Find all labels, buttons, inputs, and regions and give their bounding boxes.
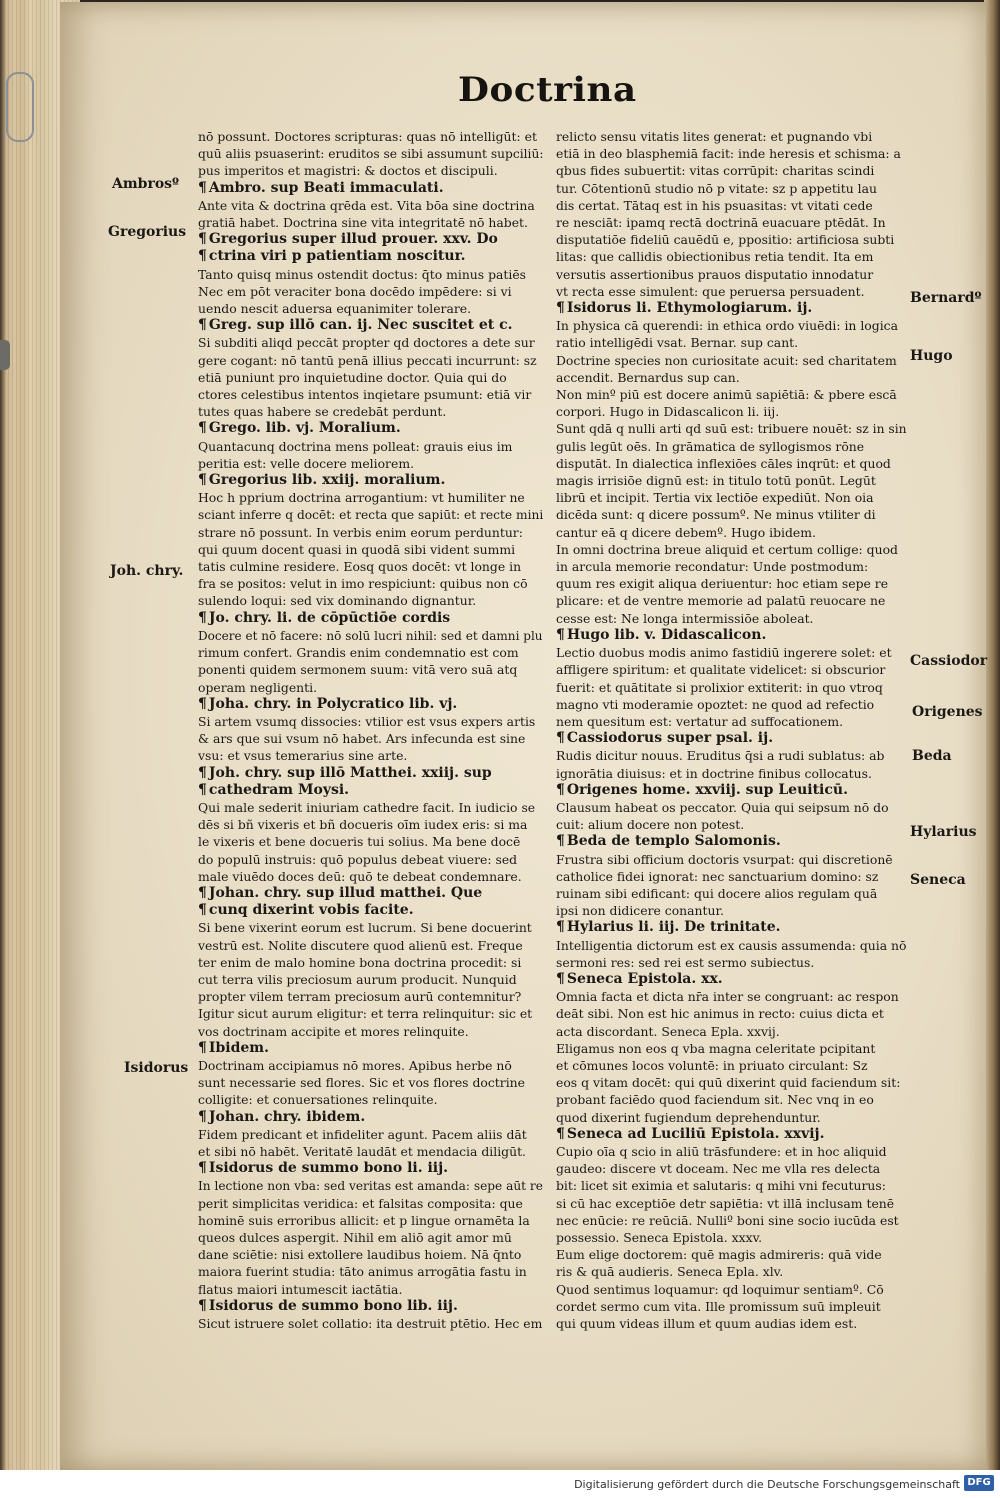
right-column-text-line: Non minº piū est docere animū sapiētiā: & pbere escā bbox=[556, 387, 897, 403]
right-column-text-line: magno vti moderamie opoztet: ne quod ad refectio bbox=[556, 696, 875, 712]
right-column-text-line: quum res exigit aliqua deriuentur: hoc etiam sepe re bbox=[556, 576, 889, 592]
page-title: Doctrina bbox=[458, 70, 637, 110]
left-column-text-line: propter vilem terram preciosum aurū contemnitur? bbox=[198, 989, 522, 1005]
right-column-heading-line: ¶ Cassiodorus super psal. ij. bbox=[556, 730, 906, 747]
right-column-text-line: ipsi non didicere conantur. bbox=[556, 903, 724, 919]
right-column-text-line: disputatiōe fideliū cauēdū e, ppositio: artificiosa subti bbox=[556, 232, 895, 248]
right-column-text-line: versutis assertionibus prauos disputatio innodatur bbox=[556, 266, 874, 282]
left-column-text-line: dane sciētie: nisi extollere laudibus hoiem. Nā q̄nto bbox=[198, 1247, 522, 1263]
digitization-footer bbox=[0, 1470, 1000, 1498]
left-column-text-line: Quantacunq doctrina mens polleat: grauis eius im bbox=[198, 438, 513, 454]
left-column-text-line: colligite: et conuersationes relinquite. bbox=[198, 1092, 438, 1108]
right-column-text-line: Intelligentia dictorum est ex causis assumenda: quia nō bbox=[556, 937, 906, 953]
left-column-text-line: et sibi nō habēt. Veritatē laudāt et mendacia diligūt. bbox=[198, 1143, 526, 1159]
right-column-text-line: deāt sibi. Non est hic animus in recto: cuius dicta et bbox=[556, 1006, 884, 1022]
right-column-text-line: cesse est: Ne longa intermissiōe aboleat. bbox=[556, 610, 814, 626]
left-column-text-line: tutes quas habere se credebāt perdunt. bbox=[198, 404, 447, 420]
left-column-text-line: ter enim de malo homine bona doctrina procedit: si bbox=[198, 954, 522, 970]
left-column-text-line: male viuēdo doces deū: quō te debeat condemnare. bbox=[198, 868, 522, 884]
margin-note-bernardus: Bernardº bbox=[910, 290, 982, 306]
left-column-text-line: vestrū est. Nolite discutere quod alienū est. Freque bbox=[198, 937, 523, 953]
right-column-heading-line: ¶ Hugo lib. v. Didascalicon. bbox=[556, 627, 906, 644]
left-column-text-line: vsu: et vsus temerarius sine arte. bbox=[198, 748, 408, 764]
margin-note-seneca: Seneca bbox=[910, 872, 966, 888]
right-column-text-line: quod dixerint fugiendum deprehenduntur. bbox=[556, 1109, 821, 1125]
left-column-text-line: Nec em pōt veraciter bona docēdo impēdere: si vi bbox=[198, 283, 512, 299]
left-column-text-line: sciant inferre q docēt: et recta que sapiūt: et recte mini bbox=[198, 507, 544, 523]
right-column-text-line: etiā in deo blasphemiā facit: inde heresis et schisma: a bbox=[556, 146, 901, 162]
left-column-text-line: ctores celestibus intentos inqietare psumunt: etiā vir bbox=[198, 387, 532, 403]
right-column-text-line: plicare: et de ventre memorie ad palatū reuocare ne bbox=[556, 593, 886, 609]
left-column-heading-line: ¶ Greg. sup illō can. ij. Nec suscitet et c. bbox=[198, 317, 543, 334]
left-column-heading-line: ¶ Isidorus de summo bono li. iij. bbox=[198, 1160, 543, 1177]
right-column-text-line: acta discordant. Seneca Epla. xxvij. bbox=[556, 1023, 780, 1039]
left-column-text-line: Docere et nō facere: nō solū lucri nihil: sed et damni plu bbox=[198, 627, 543, 643]
right-column-heading-line: ¶ Seneca Epistola. xx. bbox=[556, 971, 906, 988]
left-column-heading-line: ¶ Ambro. sup Beati immaculati. bbox=[198, 180, 543, 197]
right-column-text-line: corpori. Hugo in Didascalicon li. iij. bbox=[556, 404, 780, 420]
left-column-text-line: Ante vita & doctrina qrēda est. Vita bōa sine doctrina bbox=[198, 197, 535, 213]
left-column-text-line: Si bene vixerint eorum est lucrum. Si bene docuerint bbox=[198, 920, 532, 936]
left-column-text-line: quū aliis psuaserint: eruditos se sibi assumunt supciliū: bbox=[198, 146, 544, 162]
right-column-text-line: nem quesitum est: vertatur ad suffocationem. bbox=[556, 713, 844, 729]
left-column-text-line: flatus maiori intumescit iactātia. bbox=[198, 1281, 403, 1297]
margin-note-isidorus: Isidorus bbox=[124, 1060, 189, 1076]
left-column-text-line: sunt necessarie sed flores. Sic et vos flores doctrine bbox=[198, 1075, 525, 1091]
left-column-text-line: Si artem vsumq dissocies: vtilior est vsus expers artis bbox=[198, 713, 536, 729]
right-column-text-line: Eum elige doctorem: quē magis admireris: quā vide bbox=[556, 1247, 882, 1263]
right-column-text-line: gulis legūt oēs. In grāmatica de syllogismos rōne bbox=[556, 438, 865, 454]
right-column-text-line: re nesciāt: ipamq rectā doctrinā euacuare ptēdāt. In bbox=[556, 215, 886, 231]
left-column-text-line: tatis culmine residere. Eosq quos docēt: vt longe in bbox=[198, 559, 522, 575]
right-column-text-line: possessio. Seneca Epistola. xxxv. bbox=[556, 1230, 763, 1245]
right-column-text-line: eos q vitam docēt: qui quū dixerint quid faciendum sit: bbox=[556, 1075, 901, 1091]
left-column-text-line: gratiā habet. Doctrina sine vita integritatē nō habet. bbox=[198, 215, 528, 231]
left-column-heading-line: ¶ Isidorus de summo bono lib. iij. bbox=[198, 1298, 543, 1315]
left-column-text-line: do populū instruis: quō populus debeat viuere: sed bbox=[198, 851, 518, 867]
right-column-text-line: affligere spiritum: et qualitate videlicet: si obscurior bbox=[556, 662, 886, 678]
left-column-text-line: vos doctrinam accipite et mores relinquite. bbox=[198, 1023, 469, 1039]
right-column-text-line: Clausum habeat os peccator. Quia qui seipsum nō do bbox=[556, 799, 889, 815]
left-column-text-line: nō possunt. Doctores scripturas: quas nō intelligūt: et bbox=[198, 129, 537, 144]
right-column-text-line: vt recta esse simulent: que peruersa persuadent. bbox=[556, 283, 865, 299]
right-column-text-line: litas: que callidis obiectionibus retia tendit. Ita em bbox=[556, 249, 874, 265]
left-column-text-line: le vixeris et bene docueris tui solius. Ma bene docē bbox=[198, 834, 521, 850]
right-column-text-line: tur. Cōtentionū studio nō p vitate: sz p appetitu lau bbox=[556, 180, 877, 196]
right-column-text-line: magis irrisiōe dignū est: in titulo totū ponūt. Legūt bbox=[556, 473, 876, 489]
right-column-heading-line: ¶ Origenes home. xxviij. sup Leuiticū. bbox=[556, 782, 906, 799]
left-column-text-line: operam negligenti. bbox=[198, 679, 318, 695]
paper-clip-icon bbox=[6, 72, 34, 142]
right-column-text-line: ruinam sibi edificant: qui docere alios regulam quā bbox=[556, 885, 878, 901]
right-column-text-line: ignorātia diuisus: et in doctrine finibus collocatus. bbox=[556, 765, 872, 781]
margin-note-hylarius: Hylarius bbox=[910, 824, 977, 840]
right-column-text-line: cantur eā q dicere debemº. Hugo ibidem. bbox=[556, 524, 816, 540]
left-column-text-line: qui quum docent quasi in quodā sibi vident summi bbox=[198, 541, 516, 557]
left-column-text-line: pus imperitos et magistri: & doctos et discipuli. bbox=[198, 163, 498, 179]
right-column-text-line: Rudis dicitur nouus. Eruditus q̄si a rudi sublatus: ab bbox=[556, 748, 885, 764]
left-column-heading-line: ¶ Gregorius lib. xxiij. moralium. bbox=[198, 472, 543, 489]
left-column-text-line: fra se positos: velut in imo respiciunt: quibus non cō bbox=[198, 576, 528, 592]
margin-note-gregorius: Gregorius bbox=[108, 224, 187, 240]
left-column-text-line: gere cogant: nō tantū penā illius peccati incurrunt: sz bbox=[198, 352, 537, 368]
right-column-text-line: qui quum videas illum et quum audias idem est. bbox=[556, 1316, 858, 1332]
right-column-text-line: in arcula memorie recondatur: Unde postmodum: bbox=[556, 559, 869, 575]
dfg-logo: DFG bbox=[964, 1475, 994, 1491]
right-column-text-line: cuit: alium docere non potest. bbox=[556, 817, 745, 833]
footer-credit: Digitalisierung gefördert durch die Deutsche Forschungsgemeinschaft bbox=[574, 1478, 960, 1491]
margin-note-cassiodorus: Cassiodor bbox=[910, 653, 988, 669]
book-clasp bbox=[0, 340, 10, 370]
left-column-text-line: In lectione non vba: sed veritas est amanda: sepe aūt re bbox=[198, 1178, 543, 1194]
left-column-heading-line: ¶ ctrina viri p patientiam noscitur. bbox=[198, 248, 543, 265]
right-column-heading-line: ¶ Isidorus li. Ethymologiarum. ij. bbox=[556, 300, 906, 317]
right-column-text-line: si cū hac exceptiōe detr sapiētia: vt illā inclusam tenē bbox=[556, 1195, 895, 1211]
left-column-text-line: Sicut istruere solet collatio: ita destruit ptētio. Hec em bbox=[198, 1316, 543, 1332]
text-column-left bbox=[198, 128, 543, 1332]
left-column-heading-line: ¶ cunq dixerint vobis facite. bbox=[198, 902, 543, 919]
right-column-text-line: Sunt qdā q nulli arti qd suū est: tribuere nouēt: sz in sin bbox=[556, 421, 907, 437]
right-column-heading-line: ¶ Beda de templo Salomonis. bbox=[556, 833, 906, 850]
right-column-text-line: ratio intelligēdi vsat. Bernar. sup cant. bbox=[556, 335, 799, 351]
left-column-heading-line: ¶ Joha. chry. in Polycratico lib. vj. bbox=[198, 696, 543, 713]
left-column-text-line: Si subditi aliqd peccāt propter qd doctores a dete sur bbox=[198, 335, 535, 351]
margin-note-hugo: Hugo bbox=[910, 348, 953, 364]
left-column-text-line: Tanto quisq minus ostendit doctus: q̄to minus patiēs bbox=[198, 266, 527, 282]
right-column-text-line: Frustra sibi officium doctoris vsurpat: qui discretionē bbox=[556, 851, 893, 867]
left-column-heading-line: ¶ Gregorius super illud prouer. xxv. Do bbox=[198, 231, 543, 248]
left-column-text-line: perit simplicitas veridica: et falsitas composita: que bbox=[198, 1195, 523, 1211]
left-column-text-line: Doctrinam accipiamus nō mores. Apibus herbe nō bbox=[198, 1057, 512, 1073]
left-column-heading-line: ¶ Johan. chry. ibidem. bbox=[198, 1109, 543, 1126]
left-column-text-line: sulendo loqui: sed vix dominando dignantur. bbox=[198, 593, 477, 609]
left-column-heading-line: ¶ cathedram Moysi. bbox=[198, 782, 543, 799]
right-column-text-line: sermoni res: sed rei est sermo subiectus. bbox=[556, 954, 815, 970]
left-column-heading-line: ¶ Grego. lib. vj. Moralium. bbox=[198, 420, 543, 437]
left-column-text-line: cut terra vilis preciosum aurum producit. Nunquid bbox=[198, 971, 517, 987]
right-column-text-line: qbus fides subuertit: vitas corrūpit: charitas scindi bbox=[556, 163, 875, 179]
left-column-text-line: strare nō possunt. In verbis enim eorum perduntur: bbox=[198, 524, 523, 540]
right-column-text-line: Doctrine species non curiositate acuit: sed charitatem bbox=[556, 352, 897, 368]
right-column-text-line: In physica cā querendi: in ethica ordo viuēdi: in logica bbox=[556, 318, 898, 334]
right-column-text-line: In omni doctrina breue aliquid et certum collige: quod bbox=[556, 541, 898, 557]
right-column-heading-line: ¶ Hylarius li. iij. De trinitate. bbox=[556, 919, 906, 936]
left-column-text-line: peritia est: velle docere meliorem. bbox=[198, 455, 415, 471]
left-column-text-line: Fidem predicant et infideliter agunt. Pacem aliis dāt bbox=[198, 1126, 527, 1142]
right-column-text-line: dicēda sunt: q dicere possumº. Ne minus vtiliter di bbox=[556, 507, 876, 523]
right-column-text-line: catholice fidei ignorat: nec sanctuarium domino: sz bbox=[556, 868, 879, 884]
right-column-text-line: Eligamus non eos q vba magna celeritate pcipitant bbox=[556, 1040, 876, 1056]
margin-note-origenes: Origenes bbox=[912, 704, 983, 720]
left-column-text-line: etiā puniunt pro inquietudine doctor. Quia qui do bbox=[198, 369, 507, 385]
left-column-text-line: Qui male sederit iniuriam cathedre facit. In iudicio se bbox=[198, 799, 536, 815]
right-column-text-line: relicto sensu vitatis lites generat: et pugnando vbi bbox=[556, 129, 873, 144]
right-column-text-line: bit: licet sit eximia et salutaris: q mihi vni fecuturus: bbox=[556, 1178, 886, 1194]
left-column-heading-line: ¶ Joh. chry. sup illō Matthei. xxiij. sup bbox=[198, 765, 543, 782]
left-column-text-line: hominē suis erroribus allicit: et p lingue ornamēta la bbox=[198, 1212, 530, 1228]
right-column-text-line: et cōmunes locos voluntē: in priuato circulant: Sz bbox=[556, 1057, 868, 1073]
left-column-heading-line: ¶ Johan. chry. sup illud matthei. Que bbox=[198, 885, 543, 902]
right-column-text-line: cordet sermo cum vita. Ille promissum suū impleuit bbox=[556, 1298, 881, 1314]
right-column-text-line: probant faciēdo quod faciendum sit. Nec vnq in eo bbox=[556, 1092, 874, 1108]
right-column-text-line: gaudeo: discere vt doceam. Nec me vlla res delecta bbox=[556, 1161, 881, 1177]
right-column-heading-line: ¶ Seneca ad Luciliū Epistola. xxvij. bbox=[556, 1126, 906, 1143]
right-column-text-line: nec enūcie: re reūciā. Nulliº boni sine socio iucūda est bbox=[556, 1212, 899, 1228]
right-column-text-line: disputāt. In dialectica inflexiōes cāles inqrūt: et quod bbox=[556, 455, 891, 471]
left-column-heading-line: ¶ Jo. chry. li. de cōpūctiōe cordis bbox=[198, 610, 543, 627]
right-column-text-line: librū et incipit. Tertia vix lectiōe expediūt. Non oia bbox=[556, 490, 874, 506]
left-column-text-line: Igitur sicut aurum eligitur: et terra relinquitur: sic et bbox=[198, 1006, 533, 1022]
left-column-text-line: & ars que sui vsum nō habet. Ars infecunda est sine bbox=[198, 731, 526, 747]
left-column-text-line: uendo nescit aduersa equanimiter tolerare. bbox=[198, 301, 472, 317]
book-right-edge bbox=[984, 0, 1000, 1470]
left-column-text-line: maiora fuerint studia: tāto animus arrogātia fastu in bbox=[198, 1264, 527, 1280]
left-column-heading-line: ¶ Ibidem. bbox=[198, 1040, 543, 1057]
margin-note-ambrosius: Ambrosº bbox=[112, 176, 180, 192]
right-column-text-line: Cupio oīa q scio in aliū trāsfundere: et in hoc aliquid bbox=[556, 1143, 887, 1159]
left-column-text-line: ponenti quidem sermonem suum: vitā vero suā atq bbox=[198, 662, 518, 678]
text-column-right bbox=[556, 128, 906, 1332]
right-column-text-line: Omnia facta et dicta nr̄a inter se congruant: ac respon bbox=[556, 989, 899, 1005]
right-column-text-line: accendit. Bernardus sup can. bbox=[556, 369, 740, 385]
right-column-text-line: dis certat. Tātaq est in his psuasitas: vt vitati cede bbox=[556, 197, 873, 213]
right-column-text-line: Quod sentimus loquamur: qd loquimur sentiamº. Cō bbox=[556, 1281, 884, 1297]
right-column-text-line: fuerit: et quātitate si prolixior extiterit: in quo vtroq bbox=[556, 679, 883, 695]
left-column-text-line: rimum confert. Grandis enim condemnatio est com bbox=[198, 645, 519, 661]
margin-note-beda: Beda bbox=[912, 748, 952, 764]
left-column-text-line: dēs si bñ vixeris et bñ docueris oīm iudex eris: si ma bbox=[198, 817, 528, 833]
right-column-text-line: ris & quā audieris. Seneca Epla. xlv. bbox=[556, 1264, 784, 1280]
right-column-text-line: Lectio duobus modis animo fastidiū ingerere solet: et bbox=[556, 645, 892, 661]
margin-note-joh-chry: Joh. chry. bbox=[110, 563, 184, 579]
left-column-text-line: queos dulces aspergit. Nihil em aliō agit amor mū bbox=[198, 1230, 512, 1245]
left-column-text-line: Hoc h pprium doctrina arrogantium: vt humiliter ne bbox=[198, 490, 525, 506]
